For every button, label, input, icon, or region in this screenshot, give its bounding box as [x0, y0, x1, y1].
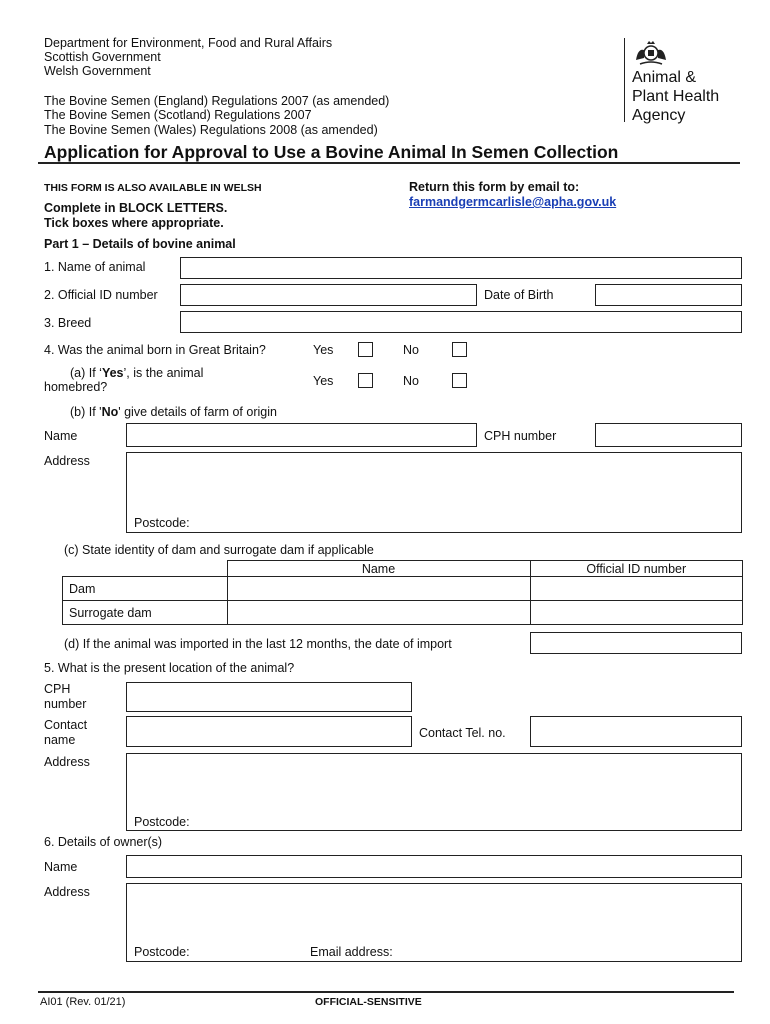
regulation-scotland: The Bovine Semen (Scotland) Regulations 2007 [44, 108, 312, 122]
welsh-note: THIS FORM IS ALSO AVAILABLE IN WELSH [44, 182, 262, 194]
dam-table-header [63, 561, 743, 577]
origin-cph-label: CPH number [484, 429, 557, 443]
logo-divider [624, 38, 625, 122]
q4-label: 4. Was the animal born in Great Britain? [44, 343, 266, 357]
q4a-yes-label: Yes [313, 374, 334, 388]
origin-address-input[interactable] [126, 452, 742, 533]
q6-label: 6. Details of owner(s) [44, 835, 163, 849]
tick-boxes-note: Tick boxes where appropriate. [44, 216, 224, 230]
dam-id-input[interactable] [530, 577, 743, 601]
part1-heading: Part 1 – Details of bovine animal [44, 237, 236, 251]
regulation-england: The Bovine Semen (England) Regulations 2007 (as amended) [44, 94, 390, 108]
q4b-text-start: (b) If ' [70, 405, 102, 419]
q4a-text-start: (a) If ‘ [70, 366, 102, 380]
q2-label: 2. Official ID number [44, 288, 158, 302]
breed-input[interactable] [180, 311, 742, 333]
q4-yes-label: Yes [313, 343, 334, 357]
form-reference: AI01 (Rev. 01/21) [40, 996, 126, 1008]
q4a-no-label: No [403, 374, 419, 388]
q4-yes-checkbox[interactable] [358, 342, 373, 357]
q4a-text-bold: Yes [101, 366, 124, 380]
location-cph-label-line1: CPH [44, 682, 71, 696]
contact-name-label-line2: name [44, 733, 76, 747]
regulation-wales: The Bovine Semen (Wales) Regulations 2008 (as amended) [44, 123, 378, 137]
origin-name-label: Name [44, 429, 78, 443]
q4-no-checkbox[interactable] [452, 342, 467, 357]
surrogate-dam-id-input[interactable] [530, 601, 743, 625]
logo-text-line3: Agency [632, 107, 686, 124]
owner-address-input[interactable] [126, 883, 742, 962]
footer-rule [38, 991, 734, 993]
return-email-link[interactable]: farmandgermcarlisle@apha.gov.uk [409, 195, 617, 209]
dam-table-id-header: Official ID number [530, 561, 743, 577]
owner-name-label: Name [44, 860, 78, 874]
q1-label: 1. Name of animal [44, 260, 146, 274]
return-label: Return this form by email to: [409, 180, 580, 194]
q4b-label [70, 405, 277, 419]
owner-name-input[interactable] [126, 855, 742, 878]
dob-label: Date of Birth [484, 288, 554, 302]
location-address-input[interactable] [126, 753, 742, 831]
animal-name-input[interactable] [180, 257, 742, 279]
block-letters-note: Complete in BLOCK LETTERS. [44, 201, 228, 215]
contact-tel-input[interactable] [530, 716, 742, 747]
logo-text-line1: Animal & [632, 69, 697, 86]
q4b-text-end: ' give details of farm of origin [118, 405, 277, 419]
q4-no-label: No [403, 343, 419, 357]
dam-table-blank-header [63, 561, 228, 577]
dam-table-name-header: Name [227, 561, 530, 577]
q3-label: 3. Breed [44, 316, 92, 330]
dept-defra: Department for Environment, Food and Rural Affairs [44, 36, 333, 50]
official-id-input[interactable] [180, 284, 477, 306]
owner-email-label: Email address: [310, 945, 393, 959]
page-title: Application for Approval to Use a Bovine Animal In Semen Collection [44, 142, 619, 162]
dam-row-label: Dam [63, 577, 228, 601]
owner-postcode-label: Postcode: [134, 945, 190, 959]
q5-label: 5. What is the present location of the animal? [44, 661, 295, 675]
origin-address-label: Address [44, 454, 90, 468]
q4a-text-end: ’, is the animal [123, 366, 204, 380]
royal-crest-icon [632, 40, 670, 66]
q4d-label: (d) If the animal was imported in the last 12 months, the date of import [64, 637, 452, 651]
q4a-no-checkbox[interactable] [452, 373, 467, 388]
q4a-yes-checkbox[interactable] [358, 373, 373, 388]
classification-label: OFFICIAL-SENSITIVE [315, 996, 422, 1008]
q4a-label-line2: homebred? [44, 380, 108, 394]
dept-scottish-gov: Scottish Government [44, 50, 161, 64]
owner-address-label: Address [44, 885, 90, 899]
title-rule [38, 162, 740, 164]
dept-welsh-gov: Welsh Government [44, 64, 151, 78]
contact-name-label-line1: Contact [44, 718, 88, 732]
origin-postcode-label: Postcode: [134, 516, 190, 530]
dob-input[interactable] [595, 284, 742, 306]
surrogate-dam-row-label: Surrogate dam [63, 601, 228, 625]
location-address-label: Address [44, 755, 90, 769]
location-cph-label-line2: number [44, 697, 87, 711]
table-row [63, 601, 743, 625]
q4a-label [70, 366, 203, 380]
contact-name-input[interactable] [126, 716, 412, 747]
surrogate-dam-name-input[interactable] [227, 601, 530, 625]
origin-cph-input[interactable] [595, 423, 742, 447]
import-date-input[interactable] [530, 632, 742, 654]
dam-table [62, 560, 743, 625]
table-row [63, 577, 743, 601]
q4b-text-bold: No [101, 405, 119, 419]
q4c-label: (c) State identity of dam and surrogate dam if applicable [64, 543, 374, 557]
contact-tel-label: Contact Tel. no. [419, 726, 506, 740]
location-postcode-label: Postcode: [134, 815, 190, 829]
origin-name-input[interactable] [126, 423, 477, 447]
dam-name-input[interactable] [227, 577, 530, 601]
location-cph-input[interactable] [126, 682, 412, 712]
logo-text-line2: Plant Health [632, 88, 720, 105]
